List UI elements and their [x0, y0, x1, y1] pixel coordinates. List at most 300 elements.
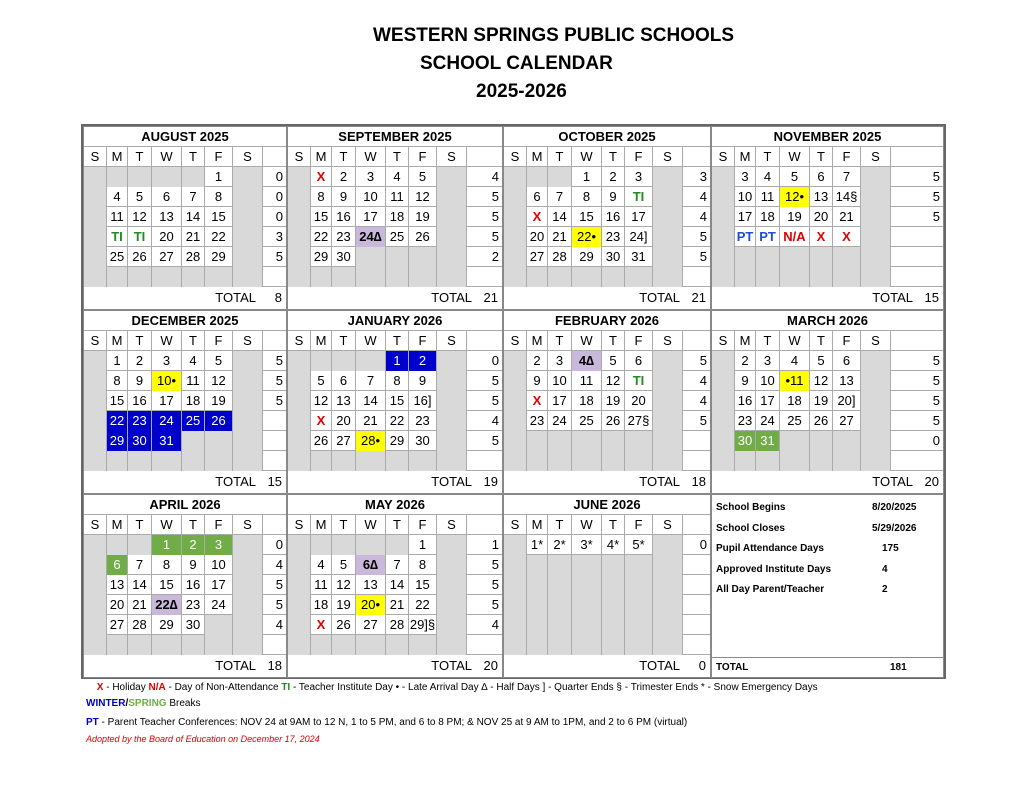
- day-cell: [712, 167, 735, 187]
- day-cell: 17: [756, 391, 780, 411]
- day-cell: [712, 371, 735, 391]
- day-cell: 25: [182, 411, 205, 431]
- day-cell: X: [311, 615, 332, 635]
- week-day-count: 4: [699, 373, 707, 388]
- month-august-2025: [83, 126, 287, 310]
- day-cell: [233, 351, 263, 371]
- week-row: [712, 431, 943, 451]
- day-cell: 4: [107, 187, 128, 207]
- day-cell: 23: [182, 595, 205, 615]
- day-cell: 11: [182, 371, 205, 391]
- day-cell: [152, 267, 182, 287]
- total-label: TOTAL: [872, 474, 913, 489]
- day-cell: [233, 595, 263, 615]
- weekday-header: M: [311, 515, 332, 535]
- week-day-count: [683, 267, 710, 287]
- week-row: [84, 635, 286, 655]
- summary-total-label: TOTAL: [716, 662, 749, 673]
- day-cell: X: [810, 227, 833, 247]
- day-cell: [437, 431, 467, 451]
- day-cell: 15: [386, 391, 409, 411]
- day-cell: [625, 555, 653, 575]
- day-cell: [625, 595, 653, 615]
- day-cell: 5: [780, 167, 810, 187]
- day-cell: 22: [107, 411, 128, 431]
- total-label: TOTAL: [872, 290, 913, 305]
- day-cell: [653, 351, 683, 371]
- day-cell: [233, 535, 263, 555]
- day-cell: [602, 615, 625, 635]
- day-cell: 10: [756, 371, 780, 391]
- week-day-count: [683, 431, 710, 451]
- day-cell: [861, 207, 891, 227]
- day-cell: [712, 411, 735, 431]
- day-cell: 19: [409, 207, 437, 227]
- day-cell: 30: [409, 431, 437, 451]
- legend-holiday-text: - Holiday: [103, 682, 149, 693]
- week-row: [712, 187, 943, 207]
- legend-pt-symbol: PT: [86, 717, 99, 728]
- month-november-2025: [711, 126, 944, 310]
- weekday-header: M: [735, 331, 756, 351]
- month-total-value: 20: [483, 658, 498, 673]
- week-row: [84, 595, 286, 615]
- day-cell: 8: [152, 555, 182, 575]
- day-cell: 28•: [356, 431, 386, 451]
- day-cell: [437, 247, 467, 267]
- day-cell: [233, 615, 263, 635]
- day-cell: 12: [810, 371, 833, 391]
- day-cell: 6: [527, 187, 548, 207]
- day-cell: 14: [128, 575, 152, 595]
- day-cell: 13: [107, 575, 128, 595]
- week-row: [288, 207, 502, 227]
- week-day-count: [263, 267, 286, 287]
- legend-winter: WINTER: [86, 698, 126, 709]
- day-cell: [356, 635, 386, 655]
- day-cell: [504, 575, 527, 595]
- week-row: [712, 247, 943, 267]
- month-name: JANUARY 2026: [288, 311, 502, 331]
- week-row: [288, 267, 502, 287]
- weekday-header: F: [409, 515, 437, 535]
- week-day-count: 0: [275, 169, 283, 184]
- month-total-value: 21: [483, 290, 498, 305]
- week-row: [84, 167, 286, 187]
- day-cell: [288, 451, 311, 471]
- month-total-value: 19: [483, 474, 498, 489]
- month-total-row: [288, 657, 502, 675]
- day-cell: [756, 247, 780, 267]
- day-cell: 30: [128, 431, 152, 451]
- weekday-header-row: [504, 515, 710, 535]
- day-cell: [233, 227, 263, 247]
- weekday-header-row: [712, 331, 943, 351]
- day-cell: 9: [182, 555, 205, 575]
- day-cell: 18: [756, 207, 780, 227]
- day-cell: [107, 451, 128, 471]
- weekday-header: T: [602, 147, 625, 167]
- day-cell: [84, 615, 107, 635]
- day-cell: 26: [332, 615, 356, 635]
- day-cell: [288, 595, 311, 615]
- weekday-header: S: [504, 515, 527, 535]
- day-cell: [437, 351, 467, 371]
- day-cell: [84, 431, 107, 451]
- day-cell: 13: [810, 187, 833, 207]
- day-cell: [437, 451, 467, 471]
- day-cell: 23: [409, 411, 437, 431]
- total-label: TOTAL: [215, 474, 256, 489]
- week-row: [712, 351, 943, 371]
- day-cell: [437, 615, 467, 635]
- day-cell: [653, 391, 683, 411]
- day-cell: [437, 391, 467, 411]
- day-cell: [107, 635, 128, 655]
- week-day-count: 0: [491, 353, 499, 368]
- day-cell: [653, 535, 683, 555]
- day-cell: [756, 267, 780, 287]
- day-cell: [548, 555, 572, 575]
- day-cell: [810, 247, 833, 267]
- day-cell: 24]: [625, 227, 653, 247]
- day-cell: [386, 247, 409, 267]
- day-cell: 30: [332, 247, 356, 267]
- month-total-row: [504, 289, 710, 307]
- day-cell: [288, 247, 311, 267]
- day-cell: 2: [602, 167, 625, 187]
- day-cell: 11: [386, 187, 409, 207]
- day-cell: 20: [107, 595, 128, 615]
- day-cell: 24: [152, 411, 182, 431]
- day-cell: [288, 371, 311, 391]
- weekday-header: M: [735, 147, 756, 167]
- day-cell: 9: [527, 371, 548, 391]
- day-cell: 25: [572, 411, 602, 431]
- day-cell: [653, 431, 683, 451]
- legend-line-3: [86, 717, 687, 728]
- weekday-header: S: [653, 147, 683, 167]
- weekday-header: T: [548, 515, 572, 535]
- weekday-header: S: [84, 147, 107, 167]
- week-day-count: 5: [699, 353, 707, 368]
- week-row: [84, 451, 286, 471]
- week-day-count: [467, 451, 502, 471]
- day-cell: [437, 595, 467, 615]
- day-cell: 16: [735, 391, 756, 411]
- month-total-value: 0: [698, 658, 706, 673]
- weekday-header: W: [356, 515, 386, 535]
- day-cell: 2: [182, 535, 205, 555]
- month-january-2026: [287, 310, 503, 494]
- legend-holiday-symbol: X: [96, 682, 104, 693]
- week-day-count: [467, 267, 502, 287]
- week-day-count: 5: [932, 169, 940, 184]
- day-cell: [233, 247, 263, 267]
- day-cell: 29]§: [409, 615, 437, 635]
- day-cell: [548, 575, 572, 595]
- day-cell: [409, 451, 437, 471]
- day-cell: [712, 267, 735, 287]
- day-cell: [861, 267, 891, 287]
- day-cell: 27: [107, 615, 128, 635]
- week-day-count: 4: [491, 617, 499, 632]
- legend-slash: /: [125, 698, 129, 709]
- day-cell: [504, 595, 527, 615]
- day-cell: [288, 391, 311, 411]
- day-cell: 15: [311, 207, 332, 227]
- day-cell: [504, 555, 527, 575]
- week-day-count: 4: [699, 189, 707, 204]
- weekday-header: T: [182, 515, 205, 535]
- calendar-grid: [81, 124, 946, 679]
- day-cell: [653, 267, 683, 287]
- day-cell: [861, 371, 891, 391]
- day-cell: 19: [332, 595, 356, 615]
- day-cell: [356, 451, 386, 471]
- day-cell: 17: [356, 207, 386, 227]
- day-cell: [437, 555, 467, 575]
- day-cell: [625, 267, 653, 287]
- day-cell: [653, 615, 683, 635]
- day-cell: [625, 451, 653, 471]
- day-cell: 23: [128, 411, 152, 431]
- day-cell: [152, 451, 182, 471]
- day-cell: 13: [152, 207, 182, 227]
- day-cell: 29: [386, 431, 409, 451]
- day-cell: [504, 267, 527, 287]
- weekday-header: T: [756, 331, 780, 351]
- day-cell: 1: [386, 351, 409, 371]
- day-cell: 30: [602, 247, 625, 267]
- legend-ti-symbol: TI: [281, 682, 291, 693]
- week-day-count: 5: [491, 229, 499, 244]
- day-cell: 31: [756, 431, 780, 451]
- day-cell: 28: [548, 247, 572, 267]
- day-cell: [288, 227, 311, 247]
- day-cell: [653, 451, 683, 471]
- week-row: [288, 431, 502, 451]
- weekday-header: T: [548, 147, 572, 167]
- summary-value: 8/20/2025: [872, 502, 917, 513]
- week-day-count: 5: [932, 209, 940, 224]
- day-cell: [84, 535, 107, 555]
- week-row: [504, 391, 710, 411]
- day-cell: [572, 451, 602, 471]
- day-cell: [182, 431, 205, 451]
- legend-na-symbol: N/A: [148, 682, 166, 693]
- day-cell: 13: [833, 371, 861, 391]
- day-cell: [311, 635, 332, 655]
- weekday-header: S: [504, 331, 527, 351]
- weekday-header-row: [288, 515, 502, 535]
- week-day-count: [683, 575, 710, 595]
- summary-row: [712, 498, 942, 518]
- school-year: 2025-2026: [476, 81, 567, 102]
- month-march-2026: [711, 310, 944, 494]
- month-total-value: 18: [267, 658, 282, 673]
- day-cell: 16: [602, 207, 625, 227]
- day-cell: 28: [128, 615, 152, 635]
- weekday-header: S: [233, 515, 263, 535]
- day-cell: [128, 451, 152, 471]
- day-cell: 17: [625, 207, 653, 227]
- day-cell: 5: [810, 351, 833, 371]
- day-cell: X: [527, 207, 548, 227]
- day-cell: 30: [735, 431, 756, 451]
- day-cell: 14: [356, 391, 386, 411]
- day-cell: [233, 431, 263, 451]
- day-cell: 12: [128, 207, 152, 227]
- day-cell: [602, 635, 625, 655]
- weekday-header-row: [712, 147, 943, 167]
- day-cell: X: [833, 227, 861, 247]
- day-cell: [84, 247, 107, 267]
- summary-value: 175: [882, 543, 899, 554]
- day-cell: 15: [205, 207, 233, 227]
- weekday-header: T: [332, 331, 356, 351]
- summary-total-row: [712, 657, 943, 678]
- week-row: [504, 411, 710, 431]
- day-cell: 24∆: [356, 227, 386, 247]
- day-cell: 20: [527, 227, 548, 247]
- day-cell: 17: [548, 391, 572, 411]
- day-cell: [504, 411, 527, 431]
- day-cell: 6: [833, 351, 861, 371]
- day-cell: 5: [128, 187, 152, 207]
- day-cell: 10: [205, 555, 233, 575]
- weekday-header: S: [288, 515, 311, 535]
- day-cell: [107, 535, 128, 555]
- day-cell: 26: [810, 411, 833, 431]
- day-cell: 16: [128, 391, 152, 411]
- month-name: MAY 2026: [288, 495, 502, 515]
- weekday-header: T: [128, 515, 152, 535]
- day-cell: [861, 451, 891, 471]
- day-cell: [712, 227, 735, 247]
- weekday-header: S: [84, 331, 107, 351]
- month-total-value: 21: [691, 290, 706, 305]
- weekday-header: T: [182, 147, 205, 167]
- legend-line-2: [86, 698, 200, 709]
- day-cell: 8: [311, 187, 332, 207]
- day-cell: [233, 635, 263, 655]
- day-cell: 26: [311, 431, 332, 451]
- day-cell: [504, 247, 527, 267]
- month-name: FEBRUARY 2026: [504, 311, 710, 331]
- day-cell: 12: [602, 371, 625, 391]
- week-row: [84, 411, 286, 431]
- day-cell: 3: [625, 167, 653, 187]
- week-row: [504, 451, 710, 471]
- day-cell: [84, 555, 107, 575]
- day-cell: 20: [152, 227, 182, 247]
- week-row: [288, 635, 502, 655]
- day-cell: 27: [833, 411, 861, 431]
- day-cell: [602, 267, 625, 287]
- day-cell: PT: [735, 227, 756, 247]
- day-cell: [233, 371, 263, 391]
- weekday-header: F: [625, 331, 653, 351]
- week-day-count: 5: [275, 597, 283, 612]
- month-name: DECEMBER 2025: [84, 311, 286, 331]
- weekday-header: W: [152, 331, 182, 351]
- day-cell: 29: [572, 247, 602, 267]
- weekday-header: W: [780, 147, 810, 167]
- day-cell: 13: [332, 391, 356, 411]
- day-cell: 22: [311, 227, 332, 247]
- day-cell: [735, 267, 756, 287]
- day-cell: 20: [625, 391, 653, 411]
- week-row: [84, 227, 286, 247]
- month-total-value: 20: [924, 474, 939, 489]
- day-cell: [780, 247, 810, 267]
- day-cell: [602, 595, 625, 615]
- day-cell: PT: [756, 227, 780, 247]
- day-cell: [84, 187, 107, 207]
- day-cell: [504, 351, 527, 371]
- week-row: [504, 371, 710, 391]
- total-label: TOTAL: [431, 658, 472, 673]
- month-february-2026: [503, 310, 711, 494]
- week-day-count: 5: [699, 249, 707, 264]
- week-row: [504, 635, 710, 655]
- week-row: [288, 411, 502, 431]
- week-row: [504, 351, 710, 371]
- day-cell: 3: [356, 167, 386, 187]
- day-cell: 9: [409, 371, 437, 391]
- day-cell: 17: [735, 207, 756, 227]
- day-cell: 8: [205, 187, 233, 207]
- month-total-row: [84, 289, 286, 307]
- day-cell: 8: [409, 555, 437, 575]
- day-cell: [288, 187, 311, 207]
- day-cell: TI: [107, 227, 128, 247]
- weekday-header: S: [437, 515, 467, 535]
- day-cell: 8: [572, 187, 602, 207]
- week-day-count: 5: [491, 189, 499, 204]
- day-cell: [527, 555, 548, 575]
- day-cell: 10: [735, 187, 756, 207]
- day-cell: [861, 187, 891, 207]
- week-row: [504, 167, 710, 187]
- weekday-header: S: [233, 147, 263, 167]
- day-cell: 22: [205, 227, 233, 247]
- week-row: [504, 595, 710, 615]
- day-cell: 6: [107, 555, 128, 575]
- day-cell: 6: [625, 351, 653, 371]
- weekday-header: F: [205, 147, 233, 167]
- day-cell: 18: [182, 391, 205, 411]
- weekday-header: S: [861, 331, 891, 351]
- weekday-header-row: [84, 515, 286, 535]
- week-day-count: 5: [491, 433, 499, 448]
- day-cell: [233, 207, 263, 227]
- day-cell: 6: [332, 371, 356, 391]
- adopted-note: Adopted by the Board of Education on December 17, 2024: [86, 734, 320, 744]
- day-cell: [356, 267, 386, 287]
- day-cell: [311, 535, 332, 555]
- day-cell: 20: [332, 411, 356, 431]
- weekday-header: W: [356, 331, 386, 351]
- week-day-count: 5: [699, 229, 707, 244]
- weekday-header: M: [107, 147, 128, 167]
- day-cell: [288, 351, 311, 371]
- week-day-count: 4: [699, 209, 707, 224]
- week-row: [504, 431, 710, 451]
- day-cell: [602, 575, 625, 595]
- day-cell: 24: [548, 411, 572, 431]
